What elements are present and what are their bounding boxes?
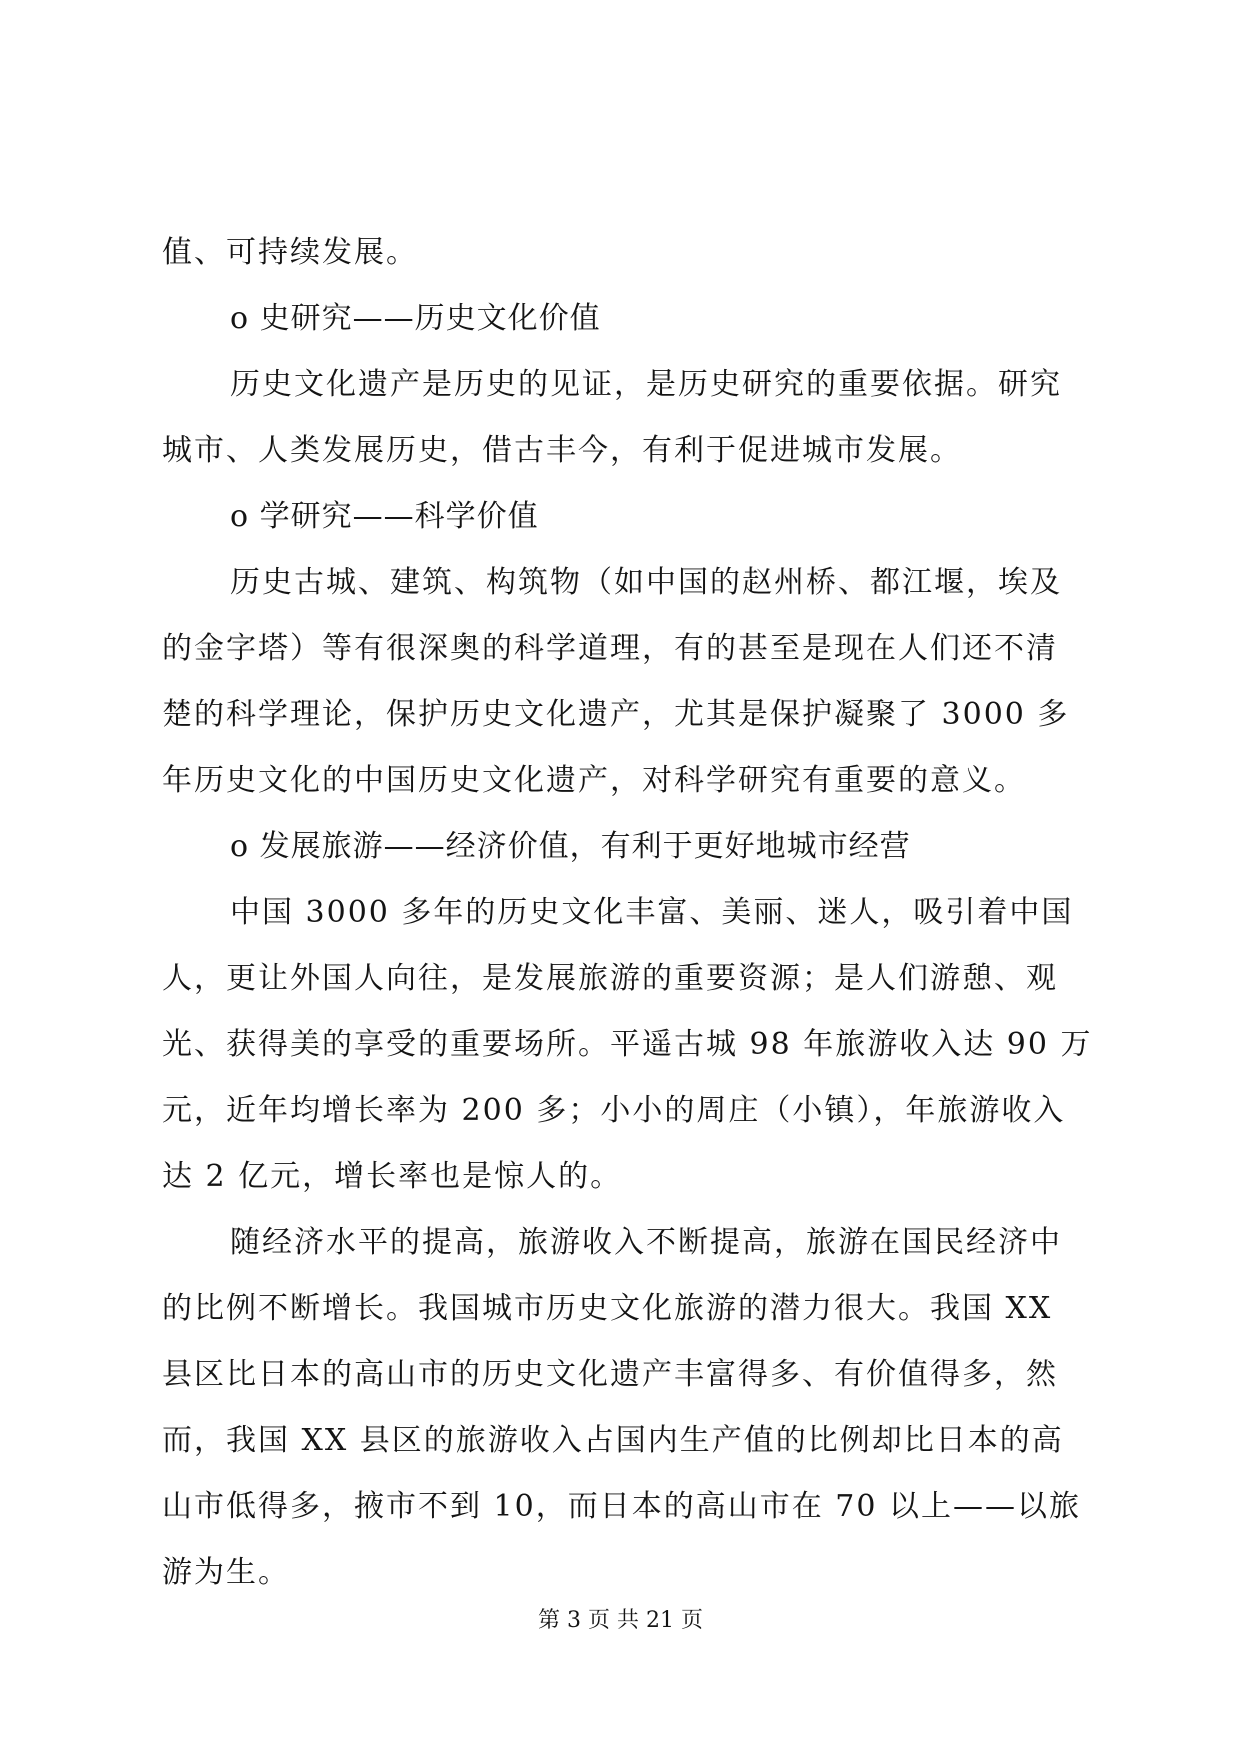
paragraph-line: 县区比日本的高山市的历史文化遗产丰富得多、有价值得多，然	[162, 1357, 1058, 1392]
paragraph-line: 的金字塔）等有很深奥的科学道理，有的甚至是现在人们还不清	[162, 631, 1058, 666]
paragraph-line: 中国 3000 多年的历史文化丰富、美丽、迷人，吸引着中国	[230, 895, 1074, 930]
paragraph-line: 山市低得多，掖市不到 10，而日本的高山市在 70 以上——以旅	[162, 1489, 1081, 1524]
paragraph-line: 年历史文化的中国历史文化遗产，对科学研究有重要的意义。	[162, 763, 1026, 798]
paragraph-line: 人，更让外国人向往，是发展旅游的重要资源；是人们游憩、观	[162, 961, 1058, 996]
section-heading-history: o 史研究——历史文化价值	[230, 301, 601, 336]
paragraph-line: 光、获得美的享受的重要场所。平遥古城 98 年旅游收入达 90 万	[162, 1027, 1093, 1062]
paragraph-line: 城市、人类发展历史，借古丰今，有利于促进城市发展。	[162, 433, 962, 468]
paragraph-line: 历史古城、建筑、构筑物（如中国的赵州桥、都江堰，埃及	[230, 565, 1062, 600]
paragraph-line: 楚的科学理论，保护历史文化遗产，尤其是保护凝聚了 3000 多	[162, 697, 1070, 732]
paragraph-line: 元，近年均增长率为 200 多；小小的周庄（小镇），年旅游收入	[162, 1093, 1066, 1128]
section-heading-science: o 学研究——科学价值	[230, 499, 539, 534]
paragraph-line: 的比例不断增长。我国城市历史文化旅游的潜力很大。我国 XX	[162, 1291, 1053, 1326]
paragraph-line: 达 2 亿元，增长率也是惊人的。	[162, 1159, 623, 1194]
page-number-footer: 第 3 页 共 21 页	[538, 1608, 703, 1633]
paragraph-line: 历史文化遗产是历史的见证，是历史研究的重要依据。研究	[230, 367, 1062, 402]
paragraph-line: 而，我国 XX 县区的旅游收入占国内生产值的比例却比日本的高	[162, 1423, 1064, 1458]
section-heading-tourism: o 发展旅游——经济价值，有利于更好地城市经营	[230, 829, 911, 864]
paragraph-line: 随经济水平的提高，旅游收入不断提高，旅游在国民经济中	[230, 1225, 1062, 1260]
document-body	[162, 220, 1092, 1606]
paragraph-line: 值、可持续发展。	[162, 235, 418, 270]
paragraph-line: 游为生。	[162, 1555, 290, 1590]
